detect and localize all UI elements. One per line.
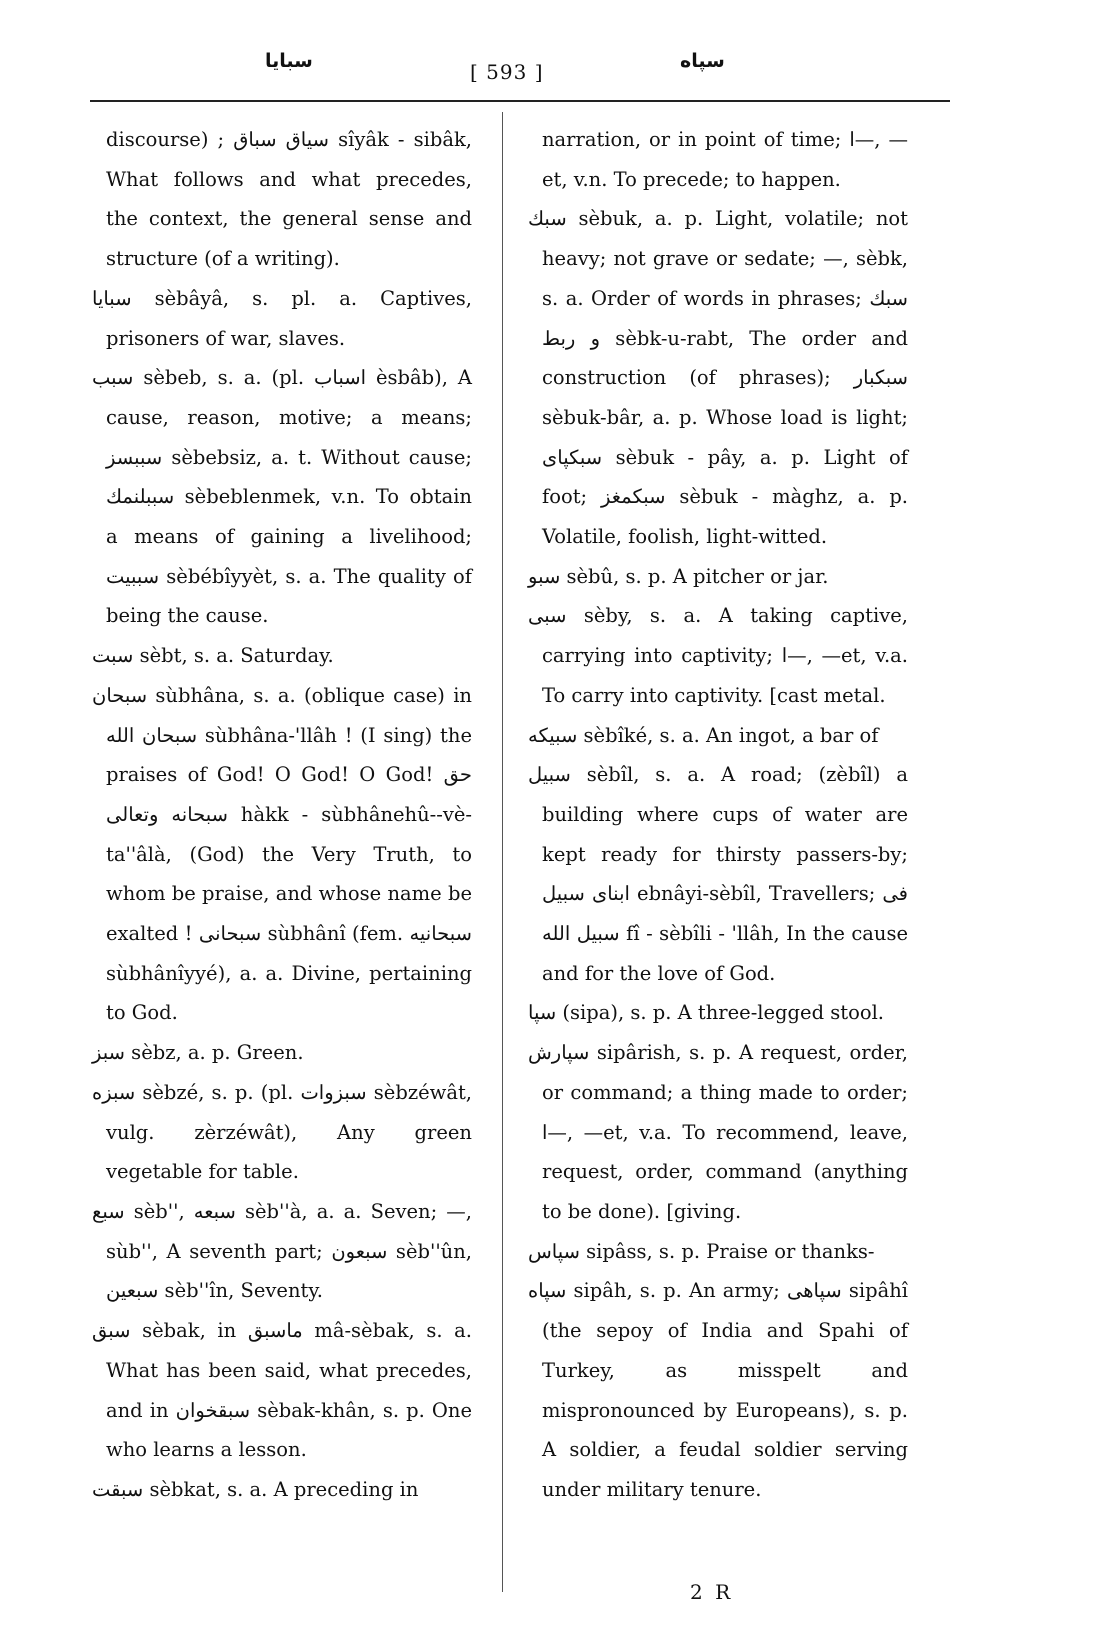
header-rule	[90, 100, 950, 102]
dictionary-entry: سبع sèb'', سبعه sèb''à, a. a. Seven; —, sùb'', A seventh part; سبعون sèb''ûn, سبعین sèb''în, Seventy.	[92, 1199, 472, 1303]
dictionary-entry: narration, or in point of time; ا—, —et, v.n. To precede; to happen.	[542, 128, 908, 191]
dictionary-entry: سپا (sipa), s. p. A three-legged stool.	[528, 1001, 885, 1025]
dictionary-entry: سبحان sùbhâna, s. a. (oblique case) in سبحان الله sùbhâna-'llâh ! (I sing) the praises of God! O God! O God! حق سبحانه وتعالی hàkk - sùbhânehû--vè-ta''âlà, (God) the Very Truth, to whom be praise, and whose name be exalted ! سبحانی sùbhânî (fem. سبحانیه sùbhânîyyé), a. a. Divine, pertaining to God.	[92, 683, 472, 1025]
page-number: [ 593 ]	[470, 60, 544, 84]
dictionary-entry: سبزه sèbzé, s. p. (pl. سبزوات sèbzéwât, vulg. zèrzéwât), Any green vegetable for table.	[92, 1080, 472, 1184]
dictionary-entry: سبقت sèbkat, s. a. A preceding in	[92, 1477, 419, 1501]
page-header	[90, 50, 950, 100]
dictionary-entry: سبیل sèbîl, s. a. A road; (zèbîl) a building where cups of water are kept ready for thirsty passers-by; ابنای سبیل ebnâyi-sèbîl, Travellers; فی سبیل الله fî - sèbîli - 'llâh, In the cause and for the love of God.	[528, 763, 908, 985]
left-guide-word: سبایا	[265, 50, 313, 72]
signature-mark: 2 R	[690, 1580, 734, 1604]
dictionary-entry: discourse) ; سیاق سباق sîyâk - sibâk, What follows and what precedes, the context, the general sense and structure (of a writing).	[106, 128, 472, 271]
left-column	[92, 120, 472, 1510]
dictionary-entry: سبب sèbeb, s. a. (pl. اسباب èsbâb), A cause, reason, motive; a means; سببسز sèbebsiz, a. t. Without cause; سببلنمك sèbeblenmek, v.n. To obtain a means of gaining a livelihood; سببیت sèbébîyyèt, s. a. The quality of being the cause.	[92, 366, 472, 628]
dictionary-entry: سبق sèbak, in ماسبق mâ-sèbak, s. a. What has been said, what precedes, and in سبقخوان sèbak-khân, s. p. One who learns a lesson.	[92, 1319, 472, 1462]
dictionary-entry: سپاس sipâss, s. p. Praise or thanks-	[528, 1239, 875, 1263]
column-divider	[502, 112, 503, 1592]
dictionary-entry: سبك sèbuk, a. p. Light, volatile; not heavy; not grave or sedate; —, sèbk, s. a. Order of words in phrases; سبك و ربط sèbk-u-rabt, The order and construction (of phrases); سبکبار sèbuk-bâr, a. p. Whose load is light; سبکپای sèbuk - pây, a. p. Light of foot; سبکمغز sèbuk - màghz, a. p. Volatile, foolish, light-witted.	[528, 207, 908, 549]
dictionary-entry: سبز sèbz, a. p. Green.	[92, 1041, 304, 1065]
dictionary-entry: سبایا sèbâyâ, s. pl. a. Captives, prisoners of war, slaves.	[92, 286, 472, 350]
dictionary-entry: سپارش sipârish, s. p. A request, order, or command; a thing made to order; ا—, —et, v.a. To recommend, leave, request, order, command (anything to be done). [giving.	[528, 1041, 908, 1223]
dictionary-entry: سبی sèby, s. a. A taking captive, carrying into captivity; ا—, —et, v.a. To carry into captivity. [cast metal.	[528, 604, 908, 707]
dictionary-entry: سبو sèbû, s. p. A pitcher or jar.	[528, 564, 829, 588]
right-column	[528, 120, 908, 1510]
dictionary-entry: سبیکه sèbîké, s. a. An ingot, a bar of	[528, 723, 879, 747]
dictionary-entry: سبت sèbt, s. a. Saturday.	[92, 644, 334, 668]
right-guide-word: سپاه	[680, 50, 725, 72]
dictionary-entry: سپاه sipâh, s. p. An army; سپاهی sipâhî (the sepoy of India and Spahi of Turkey, as misspelt and mispronounced by Europeans), s. p. A soldier, a feudal soldier serving under military tenure.	[528, 1279, 908, 1501]
